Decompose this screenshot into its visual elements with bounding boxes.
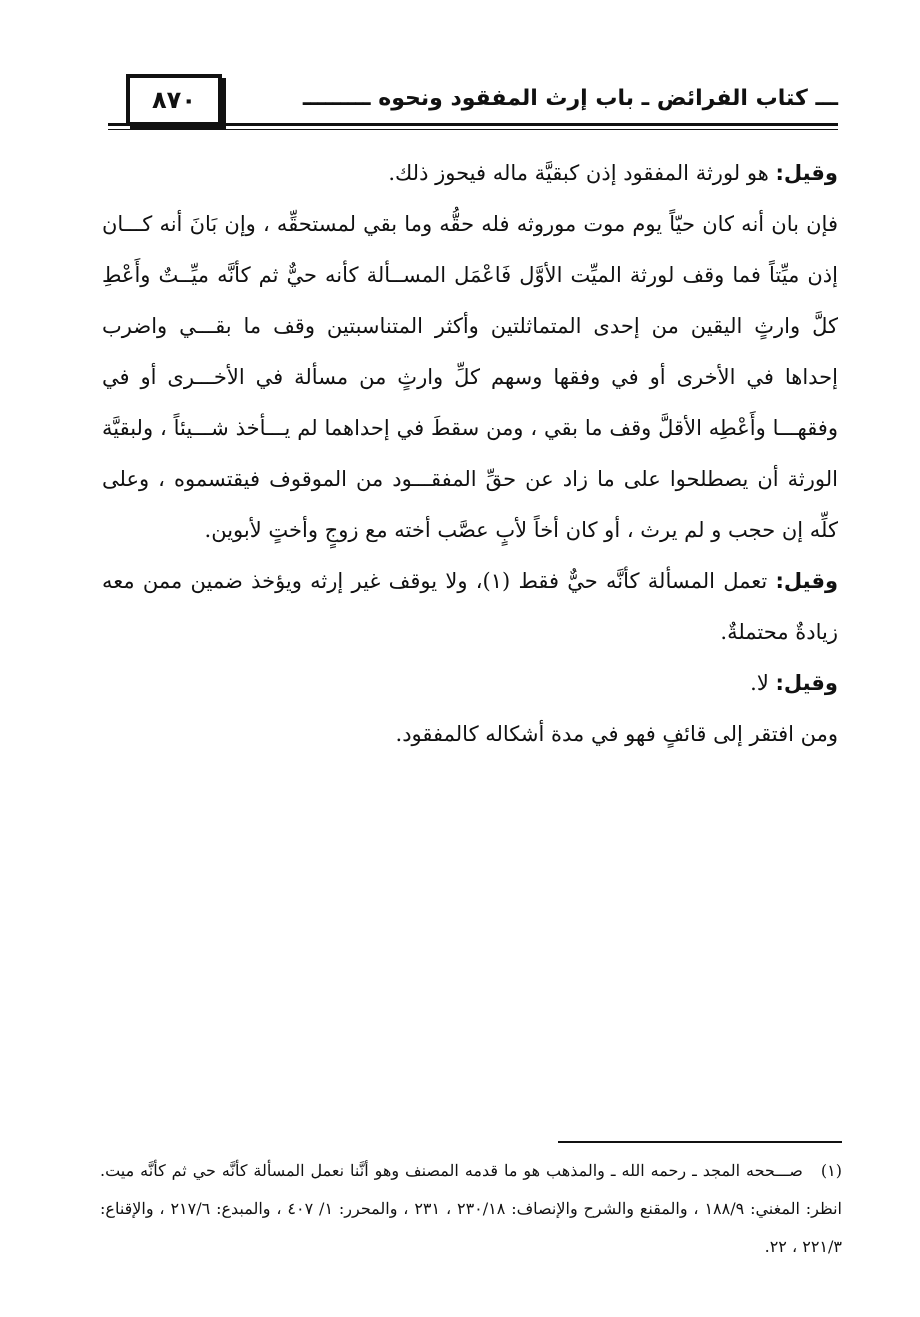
header-rule-thin: [108, 129, 838, 130]
paragraph-text: تعمل المسألة كأنَّه حيٌّ فقط (١)، ولا يوقف غير إرثه ويؤخذ ضمين ممن معه زيادةٌ محتملةٌ.: [102, 569, 838, 644]
paragraph-text: لا.: [750, 671, 776, 695]
main-text: [102, 148, 838, 760]
footnotes: [100, 1152, 842, 1266]
footnote: [100, 1152, 842, 1266]
paragraph: [102, 148, 838, 199]
paragraph-text: هو لورثة المفقود إذن كبقيَّة ماله فيحوز ذلك.: [388, 161, 776, 185]
footnote-separator: [558, 1141, 842, 1143]
paragraph-text: فإن بان أنه كان حيّاً يوم موت موروثه فله حقُّه وما بقي لمستحقِّه ، وإن بَانَ أنه كـــان إذن ميِّتاً فما وقف لورثة الميِّت الأوَّل فَاعْمَل المســألة كأنه حيٌّ ثم كأنَّه ميِّــتٌ وأَعْطِ كلَّ وارثٍ اليقين من إحدى المتماثلتين وأكثر المتناسبتين وقف ما بقـــي واضرب إحداها في الأخرى أو في وفقها وسهم كلِّ وارثٍ من مسألة في الأخـــرى أو في وفقهـــا وأَعْطِه الأقلَّ وقف ما بقي ، ومن سقطَ في إحداهما لم يـــأخذ شـــيئاً ، ولبقيَّة الورثة أن يصطلحوا على ما زاد عن حقِّ المفقـــود من الموقوف فيقتسموه ، وعلى كلِّه إن حجب و لم يرث ، أو كان أخاً لأبٍ عصَّب أخته مع زوجٍ وأختٍ لأبوين.: [102, 212, 838, 542]
running-title: ـــ كتاب الفرائض ـ باب إرث المفقود ونحوه ـــــــــ: [302, 86, 838, 111]
page-number: ٨٧٠: [126, 74, 222, 126]
footnote-mark: (١): [820, 1161, 842, 1180]
paragraph: [102, 556, 838, 658]
paragraph-lead: وقيل:: [775, 569, 839, 593]
paragraph-lead: وقيل:: [775, 161, 838, 185]
header-rule-thick: [108, 123, 838, 126]
paragraph: [102, 658, 838, 709]
paragraph-lead: وقيل:: [775, 671, 838, 695]
paragraph: [102, 199, 838, 556]
paragraph-text: ومن افتقر إلى قائفٍ فهو في مدة أشكاله كالمفقود.: [395, 722, 838, 746]
paragraph: [102, 709, 838, 760]
footnote-text: صـــححه المجد ـ رحمه الله ـ والمذهب هو ما قدمه المصنف وهو أنَّنا نعمل المسألة كأنَّه حي ثم كأنَّه ميت. انظر: المغني: ١٨٨/٩ ، والمقنع والشرح والإنصاف: ٢٣٠/١٨ ، ٢٣١ ، والمحرر: ١/ ٤٠٧ ، والمبدع: ٢١٧/٦ ، والإقناع: ٢٢١/٣ ، ٢٢.: [100, 1161, 843, 1256]
page-header: [108, 72, 838, 132]
